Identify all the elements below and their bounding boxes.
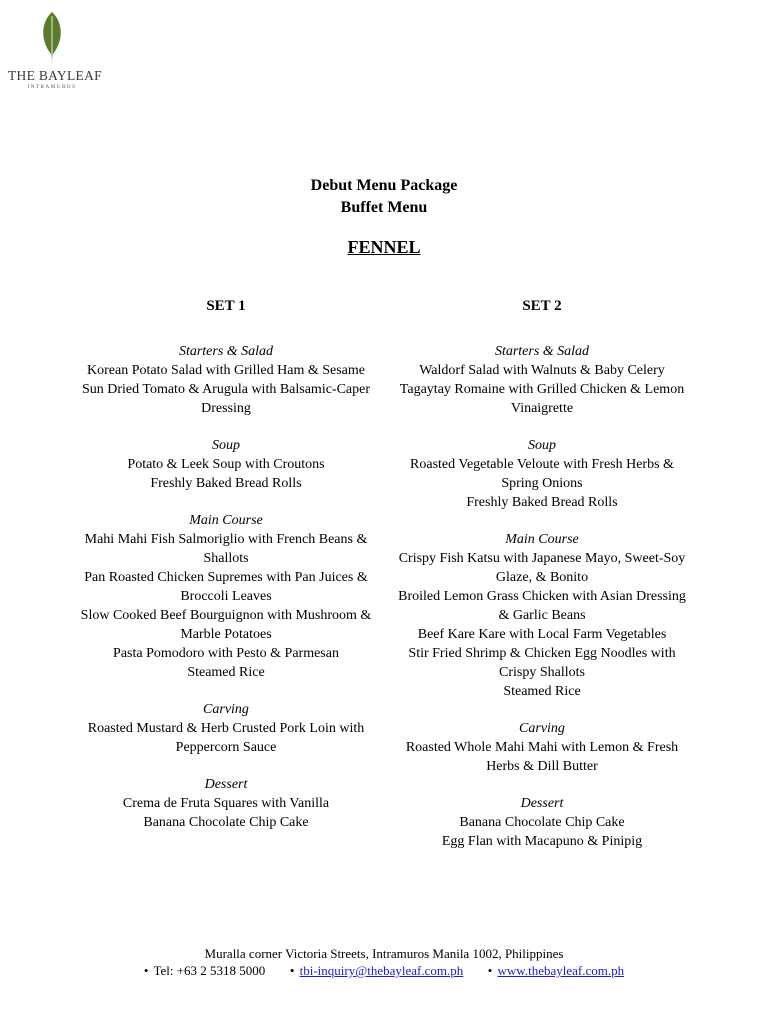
section-title: Dessert xyxy=(204,777,248,792)
menu-section xyxy=(392,530,692,701)
footer-address: Muralla corner Victoria Streets, Intramuros Manila 1002, Philippines xyxy=(204,946,564,961)
brand-subtitle: INTRAMUROS xyxy=(27,85,77,90)
menu-item: Waldorf Salad with Walnuts & Baby Celery xyxy=(419,363,665,378)
section-title: Carving xyxy=(519,721,565,736)
section-title: Soup xyxy=(212,438,240,453)
set-title: SET 1 xyxy=(206,298,246,314)
menu-section xyxy=(76,511,376,682)
menu-name: FENNEL xyxy=(347,237,421,257)
section-title: Starters & Salad xyxy=(178,344,274,359)
menu-item: Mahi Mahi Fish Salmoriglio with French Beans & Shallots xyxy=(84,532,368,566)
menu-item: Crema de Fruta Squares with Vanilla xyxy=(122,796,330,811)
menu-item: Roasted Vegetable Veloute with Fresh Herbs & Spring Onions xyxy=(410,457,674,491)
menu-section xyxy=(76,342,376,418)
bullet: • xyxy=(143,963,149,978)
menu-item: Roasted Whole Mahi Mahi with Lemon & Fresh Herbs & Dill Butter xyxy=(405,740,679,774)
menu-item: Stir Fried Shrimp & Chicken Egg Noodles with Crispy Shallots xyxy=(408,646,676,680)
footer-contacts xyxy=(0,962,768,979)
menu-section xyxy=(76,700,376,757)
menu-item: Sun Dried Tomato & Arugula with Balsamic-Caper Dressing xyxy=(81,382,371,416)
section-title: Main Course xyxy=(189,513,263,528)
menu-item: Freshly Baked Bread Rolls xyxy=(466,495,618,510)
section-title: Dessert xyxy=(520,796,564,811)
menu-section xyxy=(76,436,376,493)
section-title: Soup xyxy=(528,438,556,453)
menu-item: Korean Potato Salad with Grilled Ham & Sesame xyxy=(87,363,365,378)
menu-section xyxy=(392,794,692,851)
telephone: Tel: +63 2 5318 5000 xyxy=(153,963,266,978)
bullet: • xyxy=(487,963,493,978)
menu-item: Egg Flan with Macapuno & Pinipig xyxy=(441,834,643,849)
menu-item: Roasted Mustard & Herb Crusted Pork Loin with Peppercorn Sauce xyxy=(87,721,365,755)
menu-item: Banana Chocolate Chip Cake xyxy=(459,815,625,830)
section-title: Carving xyxy=(203,702,249,717)
email-link[interactable]: tbi-inquiry@thebayleaf.com.ph xyxy=(299,963,464,978)
menu-item: Pan Roasted Chicken Supremes with Pan Juices & Broccoli Leaves xyxy=(84,570,368,604)
menu-item: Broiled Lemon Grass Chicken with Asian Dressing & Garlic Beans xyxy=(398,589,686,623)
section-title: Starters & Salad xyxy=(494,344,590,359)
menu-item: Beef Kare Kare with Local Farm Vegetables xyxy=(417,627,667,642)
menu-item: Crispy Fish Katsu with Japanese Mayo, Sweet-Soy Glaze, & Bonito xyxy=(398,551,686,585)
bullet: • xyxy=(289,963,295,978)
leaf-icon xyxy=(37,10,67,66)
bayleaf-logo xyxy=(8,10,102,90)
menu-item: Slow Cooked Beef Bourguignon with Mushroom & Marble Potatoes xyxy=(80,608,372,642)
menu-item: Banana Chocolate Chip Cake xyxy=(143,815,309,830)
website-link[interactable]: www.thebayleaf.com.ph xyxy=(497,963,625,978)
menu-item: Tagaytay Romaine with Grilled Chicken & Lemon Vinaigrette xyxy=(399,382,685,416)
menu-item: Pasta Pomodoro with Pesto & Parmesan xyxy=(113,646,339,661)
set-2-column xyxy=(392,296,692,869)
set-title: SET 2 xyxy=(522,298,562,314)
section-title: Main Course xyxy=(505,532,579,547)
menu-section xyxy=(392,342,692,418)
page-title: Debut Menu Package xyxy=(310,177,458,194)
menu-item: Freshly Baked Bread Rolls xyxy=(150,476,302,491)
menu-item: Potato & Leek Soup with Croutons xyxy=(127,457,325,472)
brand-name: THE BAYLEAF xyxy=(8,68,102,83)
menu-section xyxy=(76,775,376,832)
page-subtitle: Buffet Menu xyxy=(340,199,428,216)
menu-item: Steamed Rice xyxy=(503,684,581,699)
set-1-column xyxy=(76,296,376,850)
menu-section xyxy=(392,719,692,776)
menu-item: Steamed Rice xyxy=(187,665,265,680)
menu-section xyxy=(392,436,692,512)
